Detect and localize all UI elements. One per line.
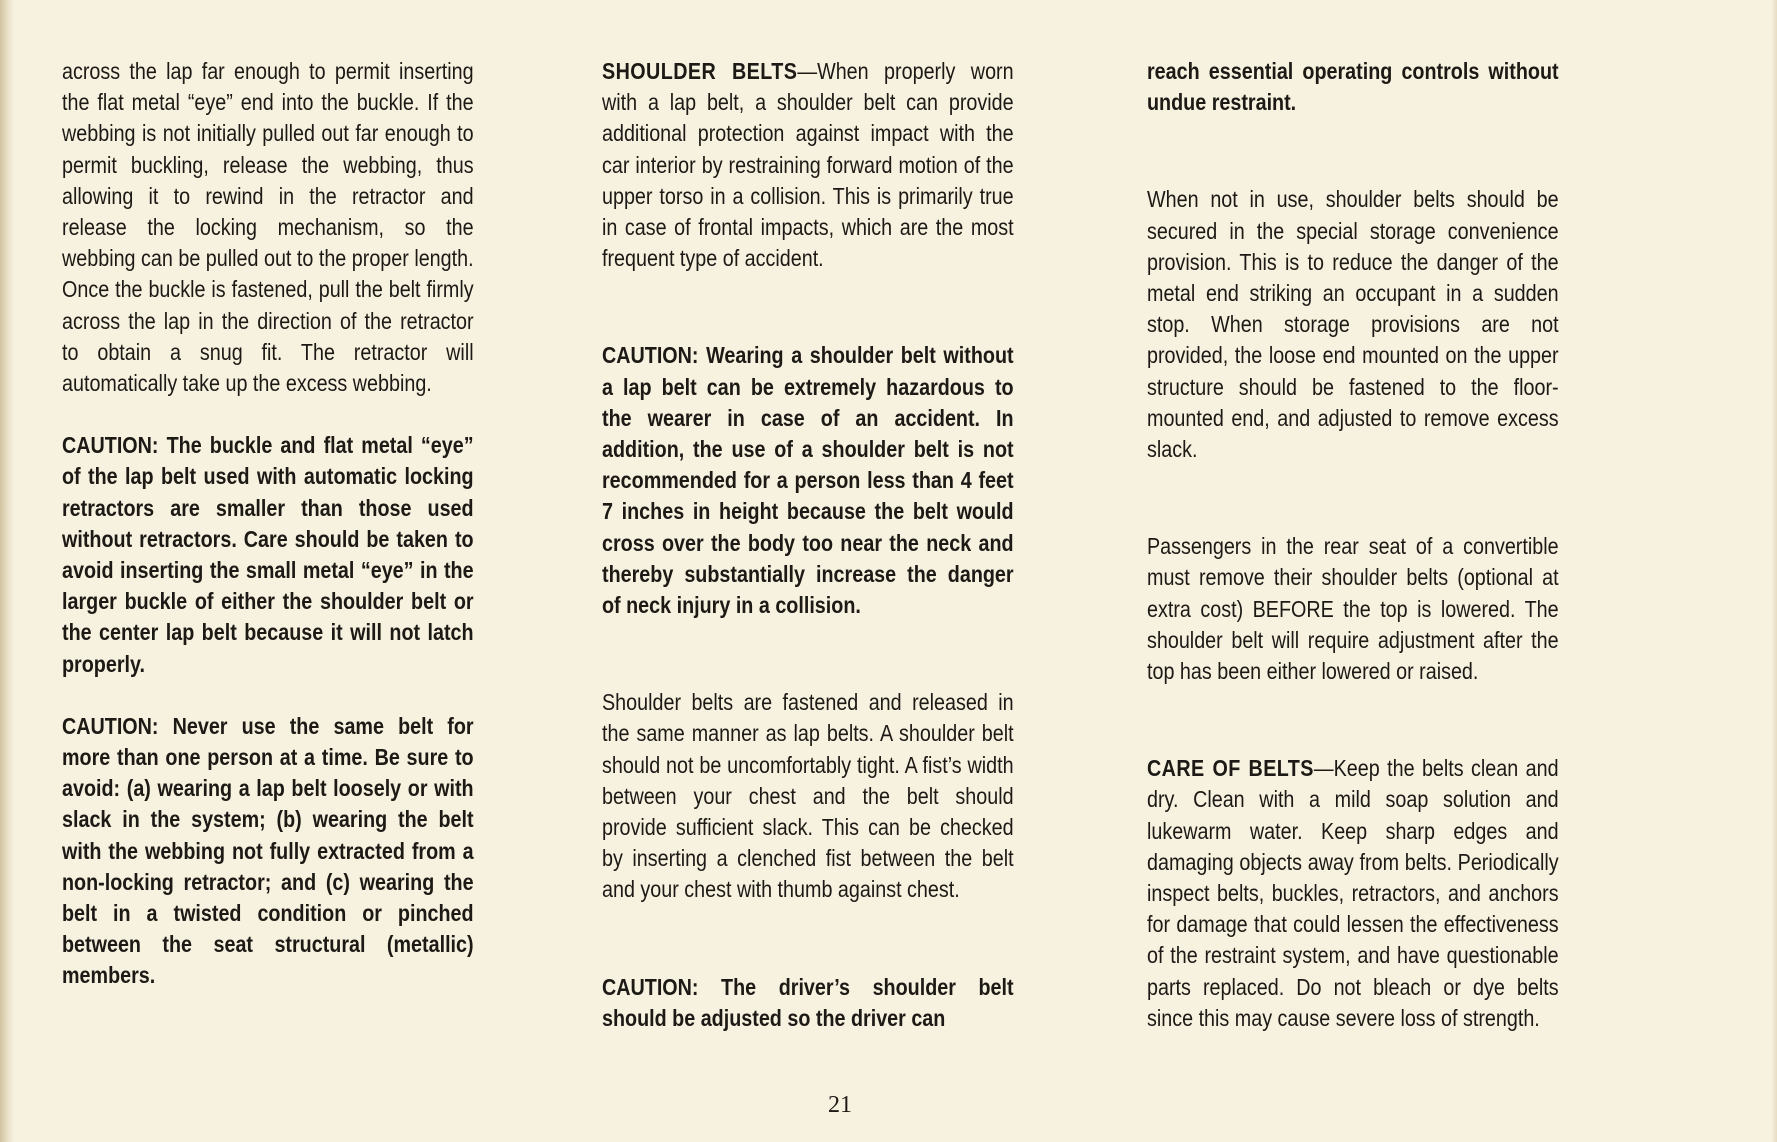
- column-middle: [602, 56, 1014, 1065]
- shoulder-belts-text: —When properly worn with a lap belt, a shoulder belt can provide additional protection against impact with the car interior by restraining forward motion of the upper torso in a collision. This is primarily true in case of frontal impacts, which are the most frequent type of accident.: [602, 58, 1014, 272]
- lap-belt-paragraph: across the lap far enough to permit inserting the flat metal “eye” end into the buckle. If the webbing is not initially pulled out far enough to permit buckling, release the webbing, thus allowing it to rewind in the retractor and release the locking mechanism, so the webbing can be pulled out to the proper length. Once the buckle is fastened, pull the belt firmly across the lap in the direction of the retractor to obtain a snug fit. The retractor will automatically take up the excess webbing.: [62, 58, 474, 397]
- caution-driver-end: reach essential operating controls without undue restraint.: [1147, 58, 1559, 116]
- storage-paragraph: When not in use, shoulder belts should be secured in the special storage convenience provision. This is to reduce the danger of the metal end striking an occupant in a sudden stop. When storage provisions are not provided, the loose end mounted on the upper structure should be fastened to the floor-mounted end, and adjusted to remove excess slack.: [1147, 186, 1559, 463]
- convertible-paragraph: Passengers in the rear seat of a convertible must remove their shoulder belts (optional at extra cost) BEFORE the top is lowered. The shoulder belt will require adjustment after the top has been either lowered or raised.: [1147, 533, 1559, 685]
- caution-buckle-eye: CAUTION: The buckle and flat metal “eye” of the lap belt used with automatic locking retractors are smaller than those used without retractors. Care should be taken to avoid inserting the small metal “eye” in the larger buckle of either the shoulder belt or the center lap belt because it will not latch properly.: [62, 432, 474, 677]
- care-of-belts-heading: CARE OF BELTS: [1147, 755, 1314, 782]
- shoulder-belts-heading: SHOULDER BELTS: [602, 58, 798, 84]
- page-number: 21: [828, 1092, 852, 1118]
- fastening-paragraph: Shoulder belts are fastened and released in the same manner as lap belts. A shoulder belt should not be uncomfortably tight. A fist’s width between your chest and the belt should provide sufficient slack. This can be checked by inserting a clenched fist between the belt and your chest with thumb against chest.: [602, 689, 1014, 903]
- page-edge: [1771, 0, 1777, 1142]
- column-left: [62, 56, 474, 1023]
- column-right: [1147, 56, 1559, 1065]
- caution-shoulder-without-lap: CAUTION: Wearing a shoulder belt without a lap belt can be extremely hazardous to the wearer in case of an accident. In addition, the use of a shoulder belt is not recommended for a person less than 4 feet 7 inches in height because the belt would cross over the body too near the neck and thereby substantially increase the danger of neck injury in a collision.: [602, 342, 1014, 619]
- shoulder-belts-section: [602, 56, 1014, 274]
- care-of-belts-text: —Keep the belts clean and dry. Clean with a mild soap solution and lukewarm water. Keep sharp edges and damaging objects away from belts. Periodically inspect belts, buckles, retractors, and anchors for damage that could lessen the effectiveness of the restraint system, and have questionable parts replaced. Do not bleach or dye belts since this may cause severe loss of strength.: [1147, 755, 1559, 1031]
- page-spine-shadow: [0, 0, 14, 1142]
- caution-driver-start: CAUTION: The driver’s shoulder belt should be adjusted so the driver can: [602, 973, 1014, 1031]
- care-of-belts-section: [1147, 753, 1559, 1034]
- caution-one-person: CAUTION: Never use the same belt for more than one person at a time. Be sure to avoid: (a) wearing a lap belt loosely or with slack in the system; (b) wearing the belt with the webbing not fully extracted from a non-locking retractor; and (c) wearing the belt in a twisted condition or pinched between the seat structural (metallic) members.: [62, 712, 474, 989]
